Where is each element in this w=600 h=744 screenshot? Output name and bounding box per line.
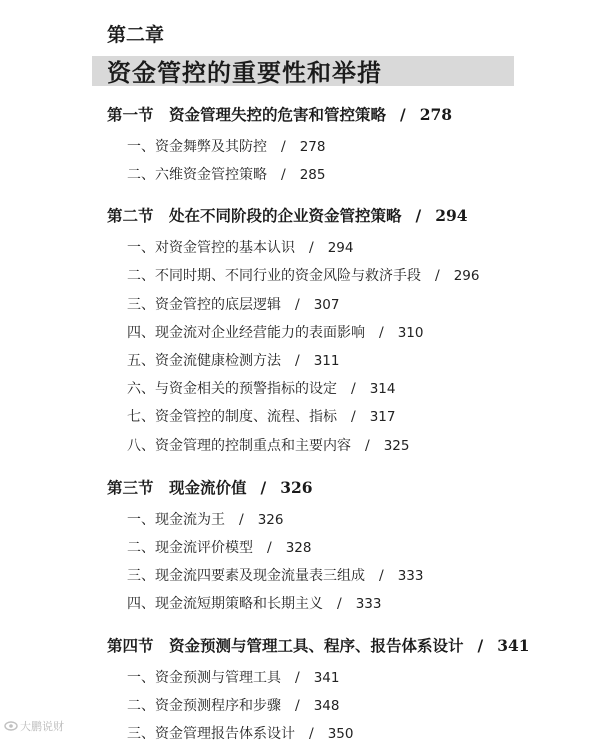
page-number: 307 bbox=[313, 297, 340, 313]
page-number: 326 bbox=[280, 478, 313, 497]
chapter-label: 第二章 bbox=[107, 24, 165, 46]
entry-title: 一、对资金管控的基本认识 bbox=[127, 240, 295, 256]
toc-entry[interactable] bbox=[127, 565, 424, 585]
section-title: 第一节 资金管理失控的危害和管控策略 bbox=[107, 105, 387, 124]
page-number: 296 bbox=[453, 268, 480, 284]
separator: / bbox=[281, 139, 286, 155]
page-number: 326 bbox=[257, 512, 284, 528]
toc-entry[interactable] bbox=[127, 435, 410, 455]
page-number: 328 bbox=[285, 540, 312, 556]
page-number: 333 bbox=[355, 596, 382, 612]
page-number: 285 bbox=[299, 167, 326, 183]
separator: / bbox=[260, 478, 267, 497]
toc-entry[interactable] bbox=[127, 667, 340, 687]
separator: / bbox=[365, 438, 370, 454]
toc-entry[interactable] bbox=[127, 322, 424, 342]
page-number: 325 bbox=[383, 438, 410, 454]
entry-title: 三、资金管控的底层逻辑 bbox=[127, 297, 281, 313]
watermark-text: 大鹏说财 bbox=[20, 720, 64, 733]
section-title: 第二节 处在不同阶段的企业资金管控策略 bbox=[107, 206, 402, 225]
section-title: 第三节 现金流价值 bbox=[107, 478, 247, 497]
separator: / bbox=[477, 636, 484, 655]
separator: / bbox=[295, 698, 300, 714]
separator: / bbox=[309, 240, 314, 256]
page-number: 341 bbox=[497, 636, 530, 655]
entry-title: 二、不同时期、不同行业的资金风险与救济手段 bbox=[127, 268, 421, 284]
entry-title: 六、与资金相关的预警指标的设定 bbox=[127, 381, 337, 397]
toc-section-heading[interactable] bbox=[107, 634, 530, 656]
entry-title: 五、资金流健康检测方法 bbox=[127, 353, 281, 369]
separator: / bbox=[295, 353, 300, 369]
section-title: 第四节 资金预测与管理工具、程序、报告体系设计 bbox=[107, 636, 464, 655]
separator: / bbox=[295, 670, 300, 686]
separator: / bbox=[435, 268, 440, 284]
separator: / bbox=[295, 297, 300, 313]
entry-title: 四、现金流短期策略和长期主义 bbox=[127, 596, 323, 612]
entry-title: 二、资金预测程序和步骤 bbox=[127, 698, 281, 714]
entry-title: 一、现金流为王 bbox=[127, 512, 225, 528]
separator: / bbox=[281, 167, 286, 183]
separator: / bbox=[239, 512, 244, 528]
separator: / bbox=[400, 105, 406, 124]
chapter-title: 资金管控的重要性和举措 bbox=[107, 59, 382, 87]
toc-entry[interactable] bbox=[127, 695, 340, 715]
entry-title: 二、六维资金管控策略 bbox=[127, 167, 267, 183]
entry-title: 一、资金预测与管理工具 bbox=[127, 670, 281, 686]
page-number: 348 bbox=[313, 698, 340, 714]
toc-entry[interactable] bbox=[127, 537, 312, 557]
toc-section-heading[interactable] bbox=[107, 103, 452, 125]
page-number: 294 bbox=[327, 240, 354, 256]
toc-entry[interactable] bbox=[127, 406, 396, 426]
entry-title: 二、现金流评价模型 bbox=[127, 540, 253, 556]
page-number: 310 bbox=[397, 325, 424, 341]
separator: / bbox=[351, 381, 356, 397]
separator: / bbox=[379, 325, 384, 341]
toc-entry[interactable] bbox=[127, 237, 354, 257]
entry-title: 七、资金管控的制度、流程、指标 bbox=[127, 409, 337, 425]
separator: / bbox=[309, 726, 314, 742]
page-number: 333 bbox=[397, 568, 424, 584]
separator: / bbox=[415, 206, 422, 225]
separator: / bbox=[337, 596, 342, 612]
page-number: 278 bbox=[419, 105, 453, 124]
page-number: 317 bbox=[369, 409, 396, 425]
page-number: 314 bbox=[369, 381, 396, 397]
separator: / bbox=[267, 540, 272, 556]
entry-title: 三、资金管理报告体系设计 bbox=[127, 726, 295, 742]
entry-title: 三、现金流四要素及现金流量表三组成 bbox=[127, 568, 365, 584]
toc-entry[interactable] bbox=[127, 509, 284, 529]
page-number: 294 bbox=[435, 206, 468, 225]
separator: / bbox=[379, 568, 384, 584]
watermark bbox=[4, 718, 64, 734]
toc-entry[interactable] bbox=[127, 723, 354, 743]
page-number: 350 bbox=[327, 726, 354, 742]
eye-logo-icon bbox=[4, 719, 18, 733]
page-number: 311 bbox=[313, 353, 340, 369]
toc-entry[interactable] bbox=[127, 350, 340, 370]
entry-title: 八、资金管理的控制重点和主要内容 bbox=[127, 438, 351, 454]
entry-title: 一、资金舞弊及其防控 bbox=[127, 139, 267, 155]
toc-entry[interactable] bbox=[127, 378, 396, 398]
toc-entry[interactable] bbox=[127, 164, 326, 184]
toc-entry[interactable] bbox=[127, 593, 382, 613]
toc-section-heading[interactable] bbox=[107, 204, 468, 226]
toc-section-heading[interactable] bbox=[107, 476, 313, 498]
page-number: 341 bbox=[313, 670, 340, 686]
toc-entry[interactable] bbox=[127, 136, 326, 156]
page-number: 278 bbox=[299, 139, 326, 155]
toc-entry[interactable] bbox=[127, 265, 480, 285]
entry-title: 四、现金流对企业经营能力的表面影响 bbox=[127, 325, 365, 341]
toc-entry[interactable] bbox=[127, 294, 340, 314]
separator: / bbox=[351, 409, 356, 425]
